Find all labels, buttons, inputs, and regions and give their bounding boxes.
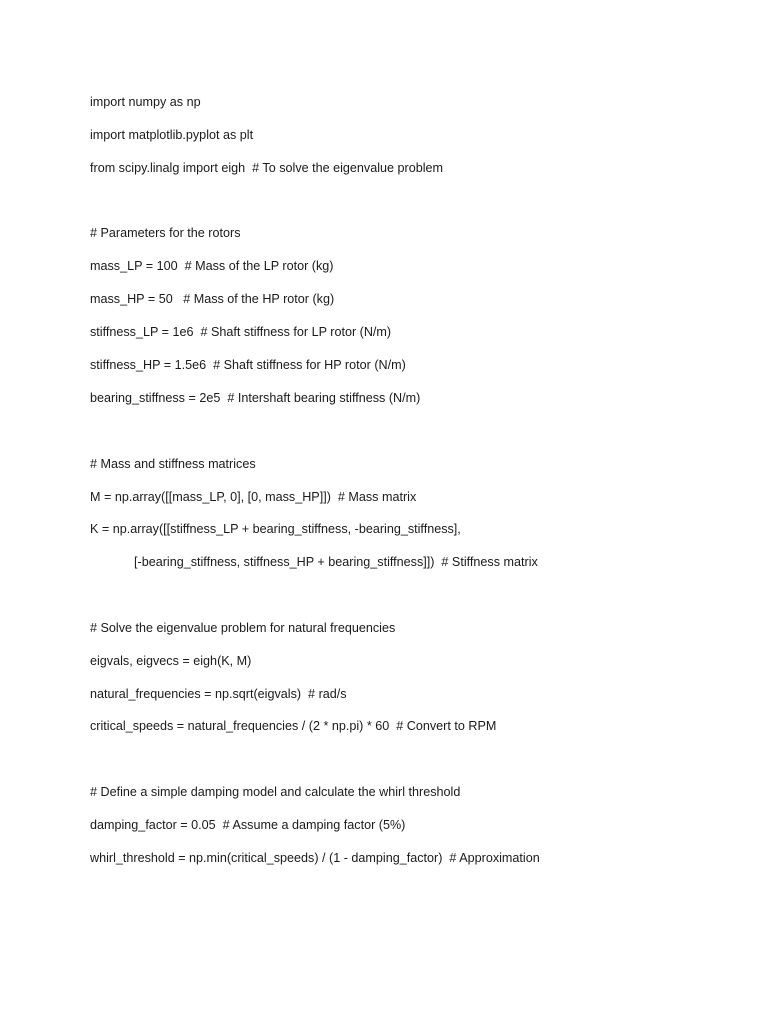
code-comment: # Define a simple damping model and calculate the whirl threshold: [90, 785, 461, 799]
code-line: from scipy.linalg import eigh # To solve the eigenvalue problem: [90, 161, 444, 175]
code-line: critical_speeds = natural_frequencies / (2 * np.pi) * 60 # Convert to RPM: [90, 719, 497, 733]
code-line-continuation: [-bearing_stiffness, stiffness_HP + bearing_stiffness]]) # Stiffness matrix: [134, 555, 538, 569]
code-line: import numpy as np: [90, 95, 201, 109]
code-line: bearing_stiffness = 2e5 # Intershaft bearing stiffness (N/m): [90, 391, 421, 405]
code-line: whirl_threshold = np.min(critical_speeds) / (1 - damping_factor) # Approximation: [90, 851, 540, 865]
code-line: import matplotlib.pyplot as plt: [90, 128, 254, 142]
code-line: K = np.array([[stiffness_LP + bearing_stiffness, -bearing_stiffness],: [90, 522, 461, 536]
code-comment: # Parameters for the rotors: [90, 226, 241, 240]
code-line: M = np.array([[mass_LP, 0], [0, mass_HP]]) # Mass matrix: [90, 490, 417, 504]
code-line: stiffness_HP = 1.5e6 # Shaft stiffness for HP rotor (N/m): [90, 358, 406, 372]
code-line: natural_frequencies = np.sqrt(eigvals) # rad/s: [90, 687, 347, 701]
code-line: mass_LP = 100 # Mass of the LP rotor (kg): [90, 259, 334, 273]
code-line: eigvals, eigvecs = eigh(K, M): [90, 654, 252, 668]
code-line: damping_factor = 0.05 # Assume a damping factor (5%): [90, 818, 406, 832]
code-line: stiffness_LP = 1e6 # Shaft stiffness for LP rotor (N/m): [90, 325, 392, 339]
code-comment: # Solve the eigenvalue problem for natural frequencies: [90, 621, 396, 635]
code-comment: # Mass and stiffness matrices: [90, 457, 256, 471]
code-line: mass_HP = 50 # Mass of the HP rotor (kg): [90, 292, 335, 306]
